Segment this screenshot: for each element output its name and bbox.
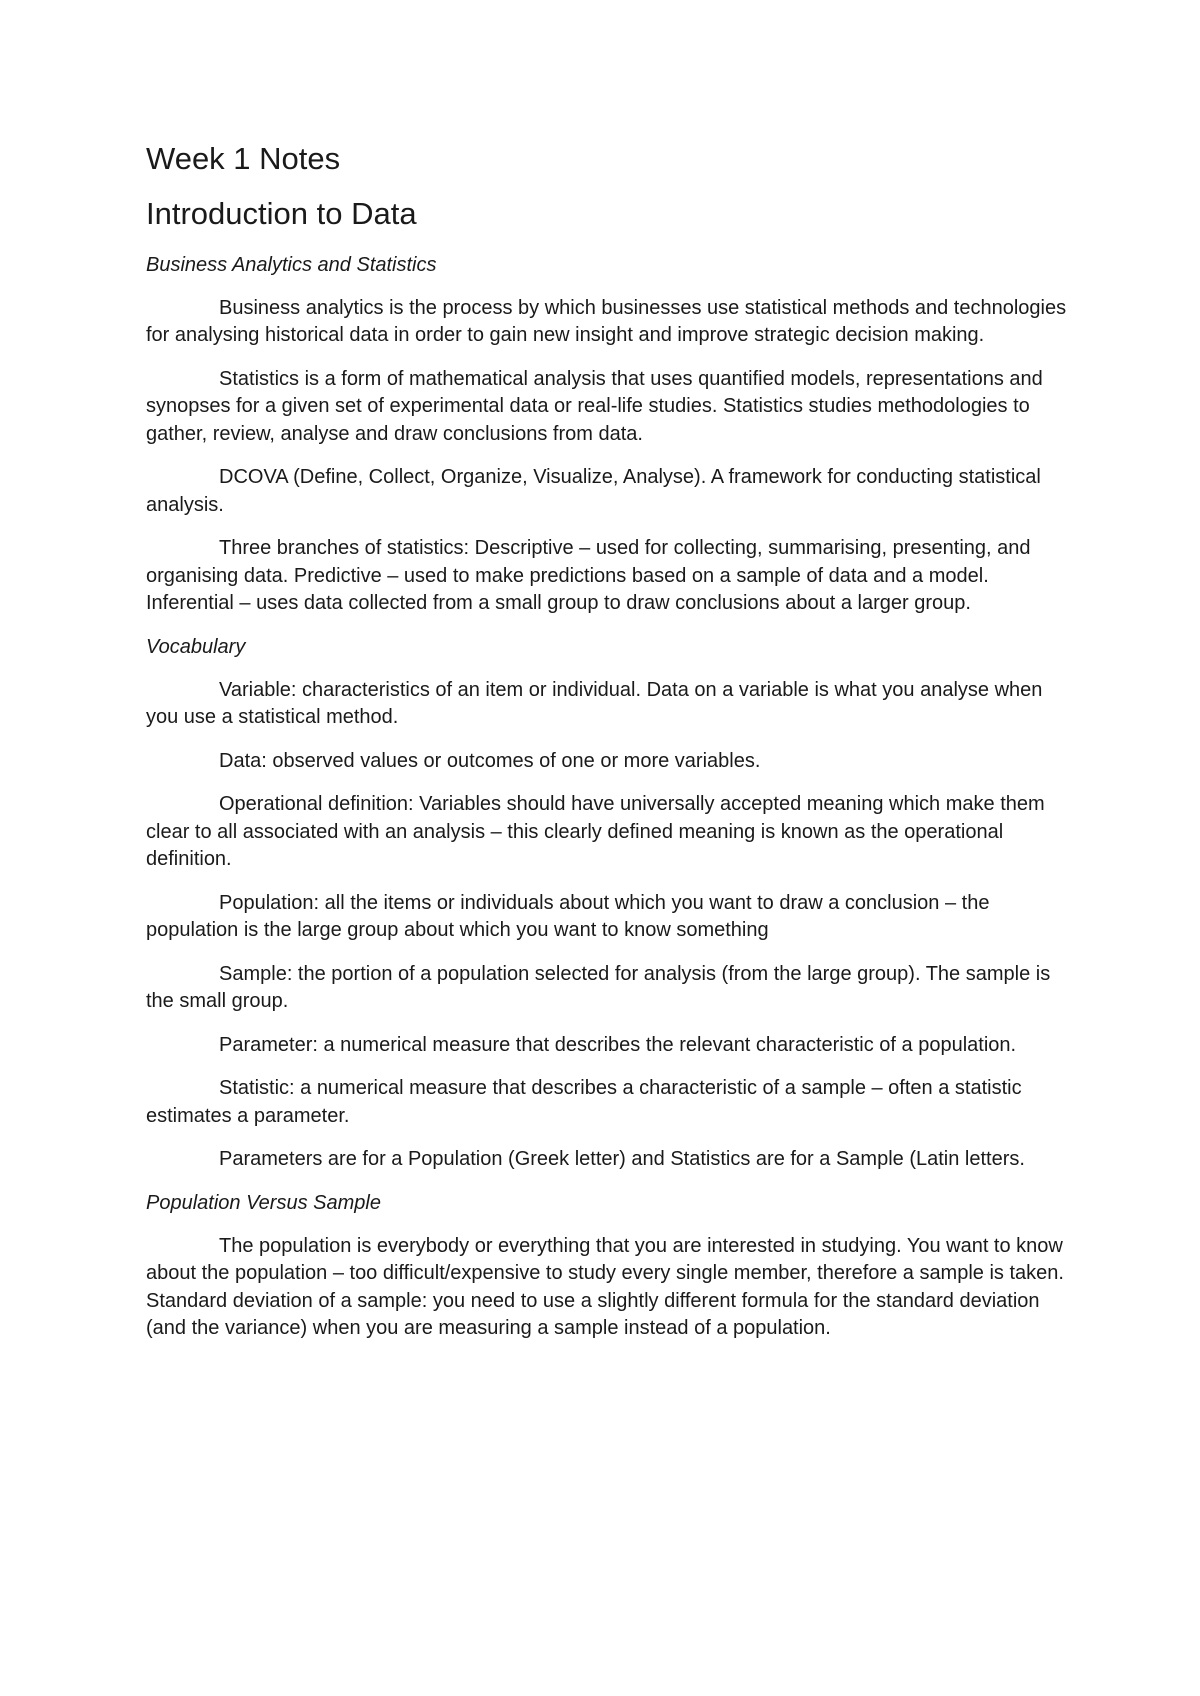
paragraph: DCOVA (Define, Collect, Organize, Visualize, Analyse). A framework for conducting statistical analysis. — [146, 466, 1041, 516]
section-heading: Population Versus Sample — [146, 1191, 381, 1214]
page-title: Week 1 Notes — [146, 141, 341, 176]
paragraph: Sample: the portion of a population selected for analysis (from the large group). The sample is the small group. — [146, 962, 1051, 1012]
paragraph: The population is everybody or everything that you are interested in studying. You want to know about the population – too difficult/expensive to study every single member, therefore a sample is taken. Standard deviation of a sample: you need to use a slightly different formula for the standard deviation (and the variance) when you are measuring a sample instead of a population. — [146, 1234, 1064, 1339]
section-population-vs-sample — [146, 1190, 1070, 1343]
paragraph: Statistics is a form of mathematical analysis that uses quantified models, representations and synopses for a given set of experimental data or real-life studies. Statistics studies methodologies to gather, review, analyse and draw conclusions from data. — [146, 367, 1043, 445]
page-subtitle: Introduction to Data — [146, 195, 417, 231]
section-heading: Business Analytics and Statistics — [146, 253, 437, 276]
paragraph: Three branches of statistics: Descriptive – used for collecting, summarising, presenting, and organising data. Predictive – used to make predictions based on a sample of data and a model. Inferential – uses data collected from a small group to draw conclusions about a larger group. — [146, 537, 1031, 614]
paragraph: Statistic: a numerical measure that describes a characteristic of a sample – often a statistic estimates a parameter. — [146, 1077, 1022, 1127]
paragraph: Parameters are for a Population (Greek letter) and Statistics are for a Sample (Latin letters. — [219, 1148, 1025, 1170]
section-heading: Vocabulary — [146, 635, 246, 658]
paragraph: Population: all the items or individuals about which you want to draw a conclusion – the population is the large group about which you want to know something — [146, 891, 990, 941]
paragraph: Parameter: a numerical measure that describes the relevant characteristic of a population. — [219, 1033, 1017, 1056]
section-vocabulary — [146, 634, 1070, 1174]
paragraph: Business analytics is the process by which businesses use statistical methods and technologies for analysing historical data in order to gain new insight and improve strategic decision making. — [146, 296, 1067, 346]
paragraph: Variable: characteristics of an item or individual. Data on a variable is what you analyse when you use a statistical method. — [146, 678, 1043, 728]
paragraph: Operational definition: Variables should have universally accepted meaning which make them clear to all associated with an analysis – this clearly defined meaning is known as the operational definition. — [146, 793, 1045, 870]
paragraph: Data: observed values or outcomes of one or more variables. — [219, 749, 761, 772]
section-business-analytics — [146, 252, 1070, 618]
